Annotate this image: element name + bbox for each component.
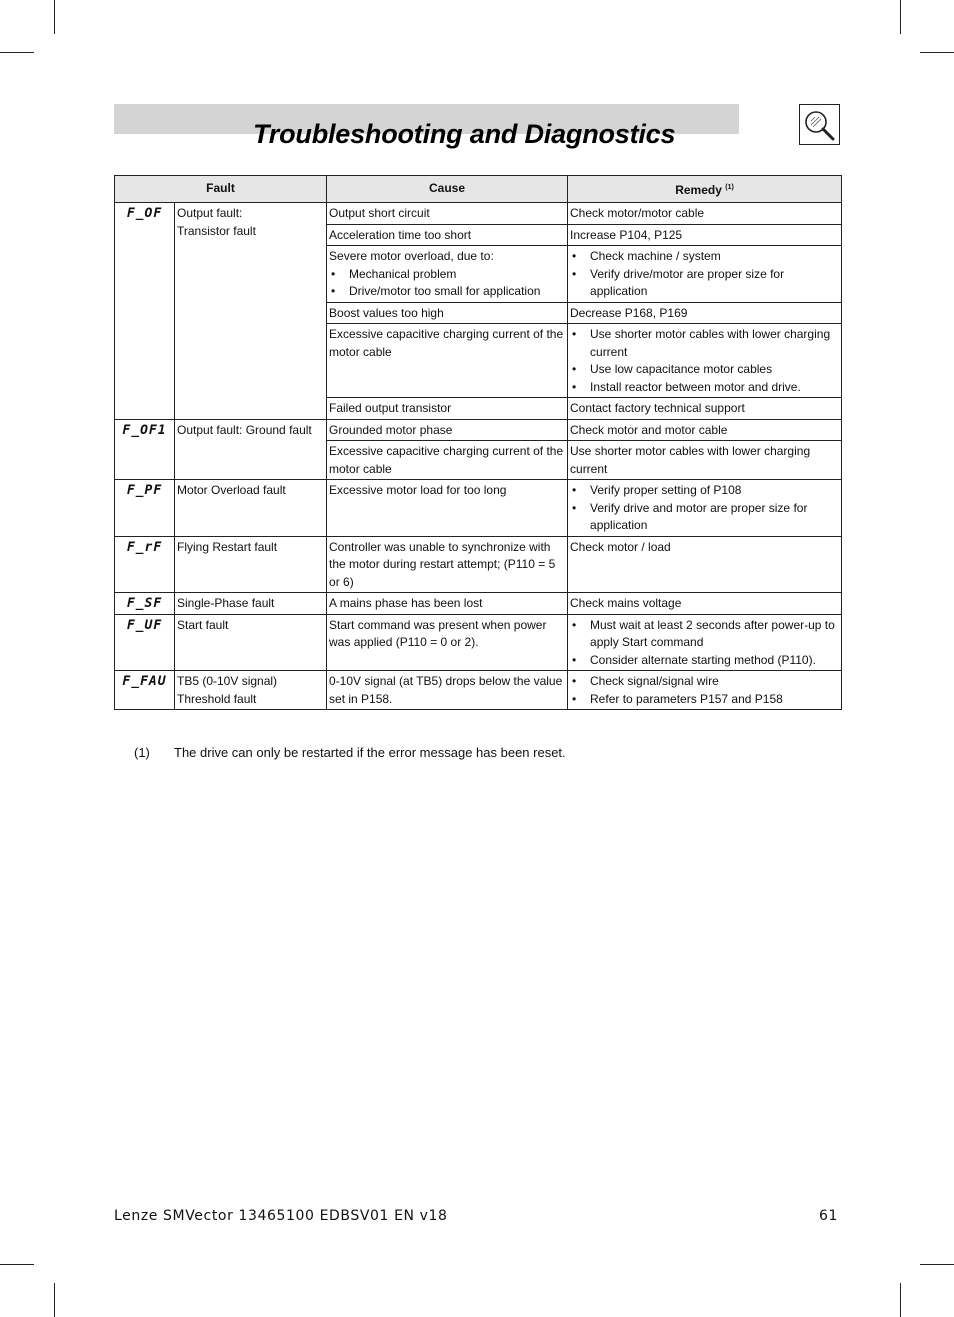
column-header-remedy (568, 176, 842, 203)
bullet-item: • Check signal/signal wire (570, 673, 839, 691)
fault-table (114, 175, 842, 710)
bullet-item: • Must wait at least 2 seconds after power-up to apply Start command (570, 617, 839, 652)
cause-cell (327, 536, 568, 593)
cause-cell (327, 593, 568, 615)
cause-cell (327, 441, 568, 480)
fault-code-cell (115, 614, 175, 671)
cell-text: Excessive capacitive charging current of the motor cable (329, 327, 564, 359)
cause-cell (327, 398, 568, 420)
bullet-list (570, 482, 839, 535)
cell-text: Single-Phase fault (177, 596, 275, 610)
fault-code: F_PF (126, 483, 163, 498)
bullet-item: • Install reactor between motor and drive. (570, 379, 839, 397)
cell-text: Severe motor overload, due to: (329, 249, 494, 263)
remedy-cell (568, 398, 842, 420)
fault-description-cell (175, 203, 327, 420)
table-row (115, 614, 842, 671)
bullet-list (570, 326, 839, 396)
cell-text: Acceleration time too short (329, 227, 472, 242)
cause-cell (327, 246, 568, 303)
fault-code-cell (115, 419, 175, 480)
cell-text: Use shorter motor cables with lower charging current (570, 444, 811, 476)
crop-mark (900, 1283, 901, 1317)
cell-text: Check motor/motor cable (570, 206, 705, 220)
fault-code: F_SF (126, 596, 163, 611)
remedy-cell (568, 203, 842, 225)
bullet-list (570, 617, 839, 670)
fault-code-cell (115, 480, 175, 537)
remedy-cell (568, 324, 842, 398)
cell-text: Check motor and motor cable (570, 422, 728, 437)
bullet-list (570, 673, 839, 708)
bullet-item: • Consider alternate starting method (P110). (570, 652, 839, 670)
bullet-item: • Refer to parameters P157 and P158 (570, 691, 839, 709)
bullet-item: • Verify drive and motor are proper size for application (570, 500, 839, 535)
cell-text: Start fault (177, 617, 229, 632)
remedy-cell (568, 419, 842, 441)
cell-text: Contact factory technical support (570, 401, 745, 415)
fault-description-cell (175, 593, 327, 615)
fault-description-cell (175, 671, 327, 710)
remedy-cell (568, 614, 842, 671)
cause-cell (327, 480, 568, 537)
bullet-item: • Use low capacitance motor cables (570, 361, 839, 379)
fault-code-cell (115, 536, 175, 593)
cell-text: Grounded motor phase (329, 422, 453, 437)
column-header-fault: Fault (115, 176, 327, 203)
remedy-cell (568, 593, 842, 615)
page-number: 61 (819, 1208, 839, 1224)
fault-description-cell (175, 480, 327, 537)
cell-text: Flying Restart fault (177, 539, 278, 554)
footnote-reference: (1) (725, 183, 734, 191)
cell-text: Excessive motor load for too long (329, 483, 507, 497)
crop-mark (54, 1283, 55, 1317)
bullet-item: • Mechanical problem (329, 266, 565, 284)
cell-text: Transistor fault (177, 223, 256, 238)
bullet-item: • Verify proper setting of P108 (570, 482, 839, 500)
cell-text: Output fault: (177, 206, 243, 220)
page-title: Troubleshooting and Diagnostics (253, 119, 676, 149)
cell-text: Check mains voltage (570, 596, 682, 610)
remedy-cell (568, 671, 842, 710)
bullet-item: • Check machine / system (570, 248, 839, 266)
fault-code: F_OF1 (122, 422, 167, 438)
table-row (115, 536, 842, 593)
remedy-cell (568, 480, 842, 537)
cell-text: Motor Overload fault (177, 483, 286, 497)
bullet-list (570, 248, 839, 301)
cause-cell (327, 302, 568, 324)
cell-text: Output fault: Ground fault (177, 422, 312, 437)
bullet-item: • Use shorter motor cables with lower charging current (570, 326, 839, 361)
cell-text: Boost values too high (329, 305, 444, 320)
crop-mark (0, 1264, 34, 1265)
crop-mark (920, 52, 954, 53)
cell-text: Failed output transistor (329, 401, 452, 415)
cell-text: 0-10V signal (at TB5) drops below the value set in P158. (329, 674, 563, 706)
fault-code-cell (115, 593, 175, 615)
bullet-item: • Drive/motor too small for application (329, 283, 565, 301)
fault-table-body (115, 203, 842, 710)
fault-code-cell (115, 203, 175, 420)
remedy-cell (568, 224, 842, 246)
cell-text: Decrease P168, P169 (570, 305, 688, 320)
footnote-text: The drive can only be restarted if the error message has been reset. (174, 745, 566, 760)
cause-cell (327, 419, 568, 441)
crop-mark (54, 0, 55, 34)
crop-mark (920, 1264, 954, 1265)
cause-cell (327, 324, 568, 398)
column-header-cause: Cause (327, 176, 568, 203)
crop-mark (900, 0, 901, 34)
cell-text: Output short circuit (329, 206, 430, 220)
cause-cell (327, 614, 568, 671)
fault-code-cell (115, 671, 175, 710)
fault-code: F_rF (126, 539, 163, 555)
cell-text: A mains phase has been lost (329, 596, 483, 610)
magnifier-icon (799, 104, 840, 145)
fault-description-cell (175, 536, 327, 593)
cell-text: Excessive capacitive charging current of the motor cable (329, 444, 564, 476)
table-row (115, 593, 842, 615)
remedy-header-label: Remedy (675, 182, 722, 197)
remedy-cell (568, 246, 842, 303)
table-row (115, 671, 842, 710)
remedy-cell (568, 302, 842, 324)
cause-cell (327, 203, 568, 225)
cell-text: Start command was present when power was applied (P110 = 0 or 2). (329, 617, 547, 649)
footnote-marker: (1) (134, 745, 150, 760)
fault-code: F_UF (126, 617, 163, 633)
cell-text: Threshold fault (177, 691, 257, 706)
cell-text: Increase P104, P125 (570, 227, 683, 242)
fault-description-cell (175, 614, 327, 671)
cell-text: TB5 (0-10V signal) (177, 674, 278, 688)
table-row (115, 203, 842, 225)
cell-text: Controller was unable to synchronize with the motor during restart attempt; (P110 = 5 or 6) (329, 539, 556, 589)
crop-mark (0, 52, 34, 53)
table-header-row (115, 176, 842, 203)
fault-code: F_FAU (122, 674, 167, 689)
fault-description-cell (175, 419, 327, 480)
remedy-cell (568, 441, 842, 480)
bullet-item: • Verify drive/motor are proper size for application (570, 266, 839, 301)
footer-document-id: Lenze SMVector 13465100 EDBSV01 EN v18 (114, 1208, 448, 1224)
remedy-cell (568, 536, 842, 593)
fault-code: F_OF (126, 206, 163, 221)
table-row (115, 419, 842, 441)
cell-text: Check motor / load (570, 539, 671, 554)
bullet-list (329, 266, 565, 301)
cause-cell (327, 224, 568, 246)
cause-cell (327, 671, 568, 710)
table-row (115, 480, 842, 537)
